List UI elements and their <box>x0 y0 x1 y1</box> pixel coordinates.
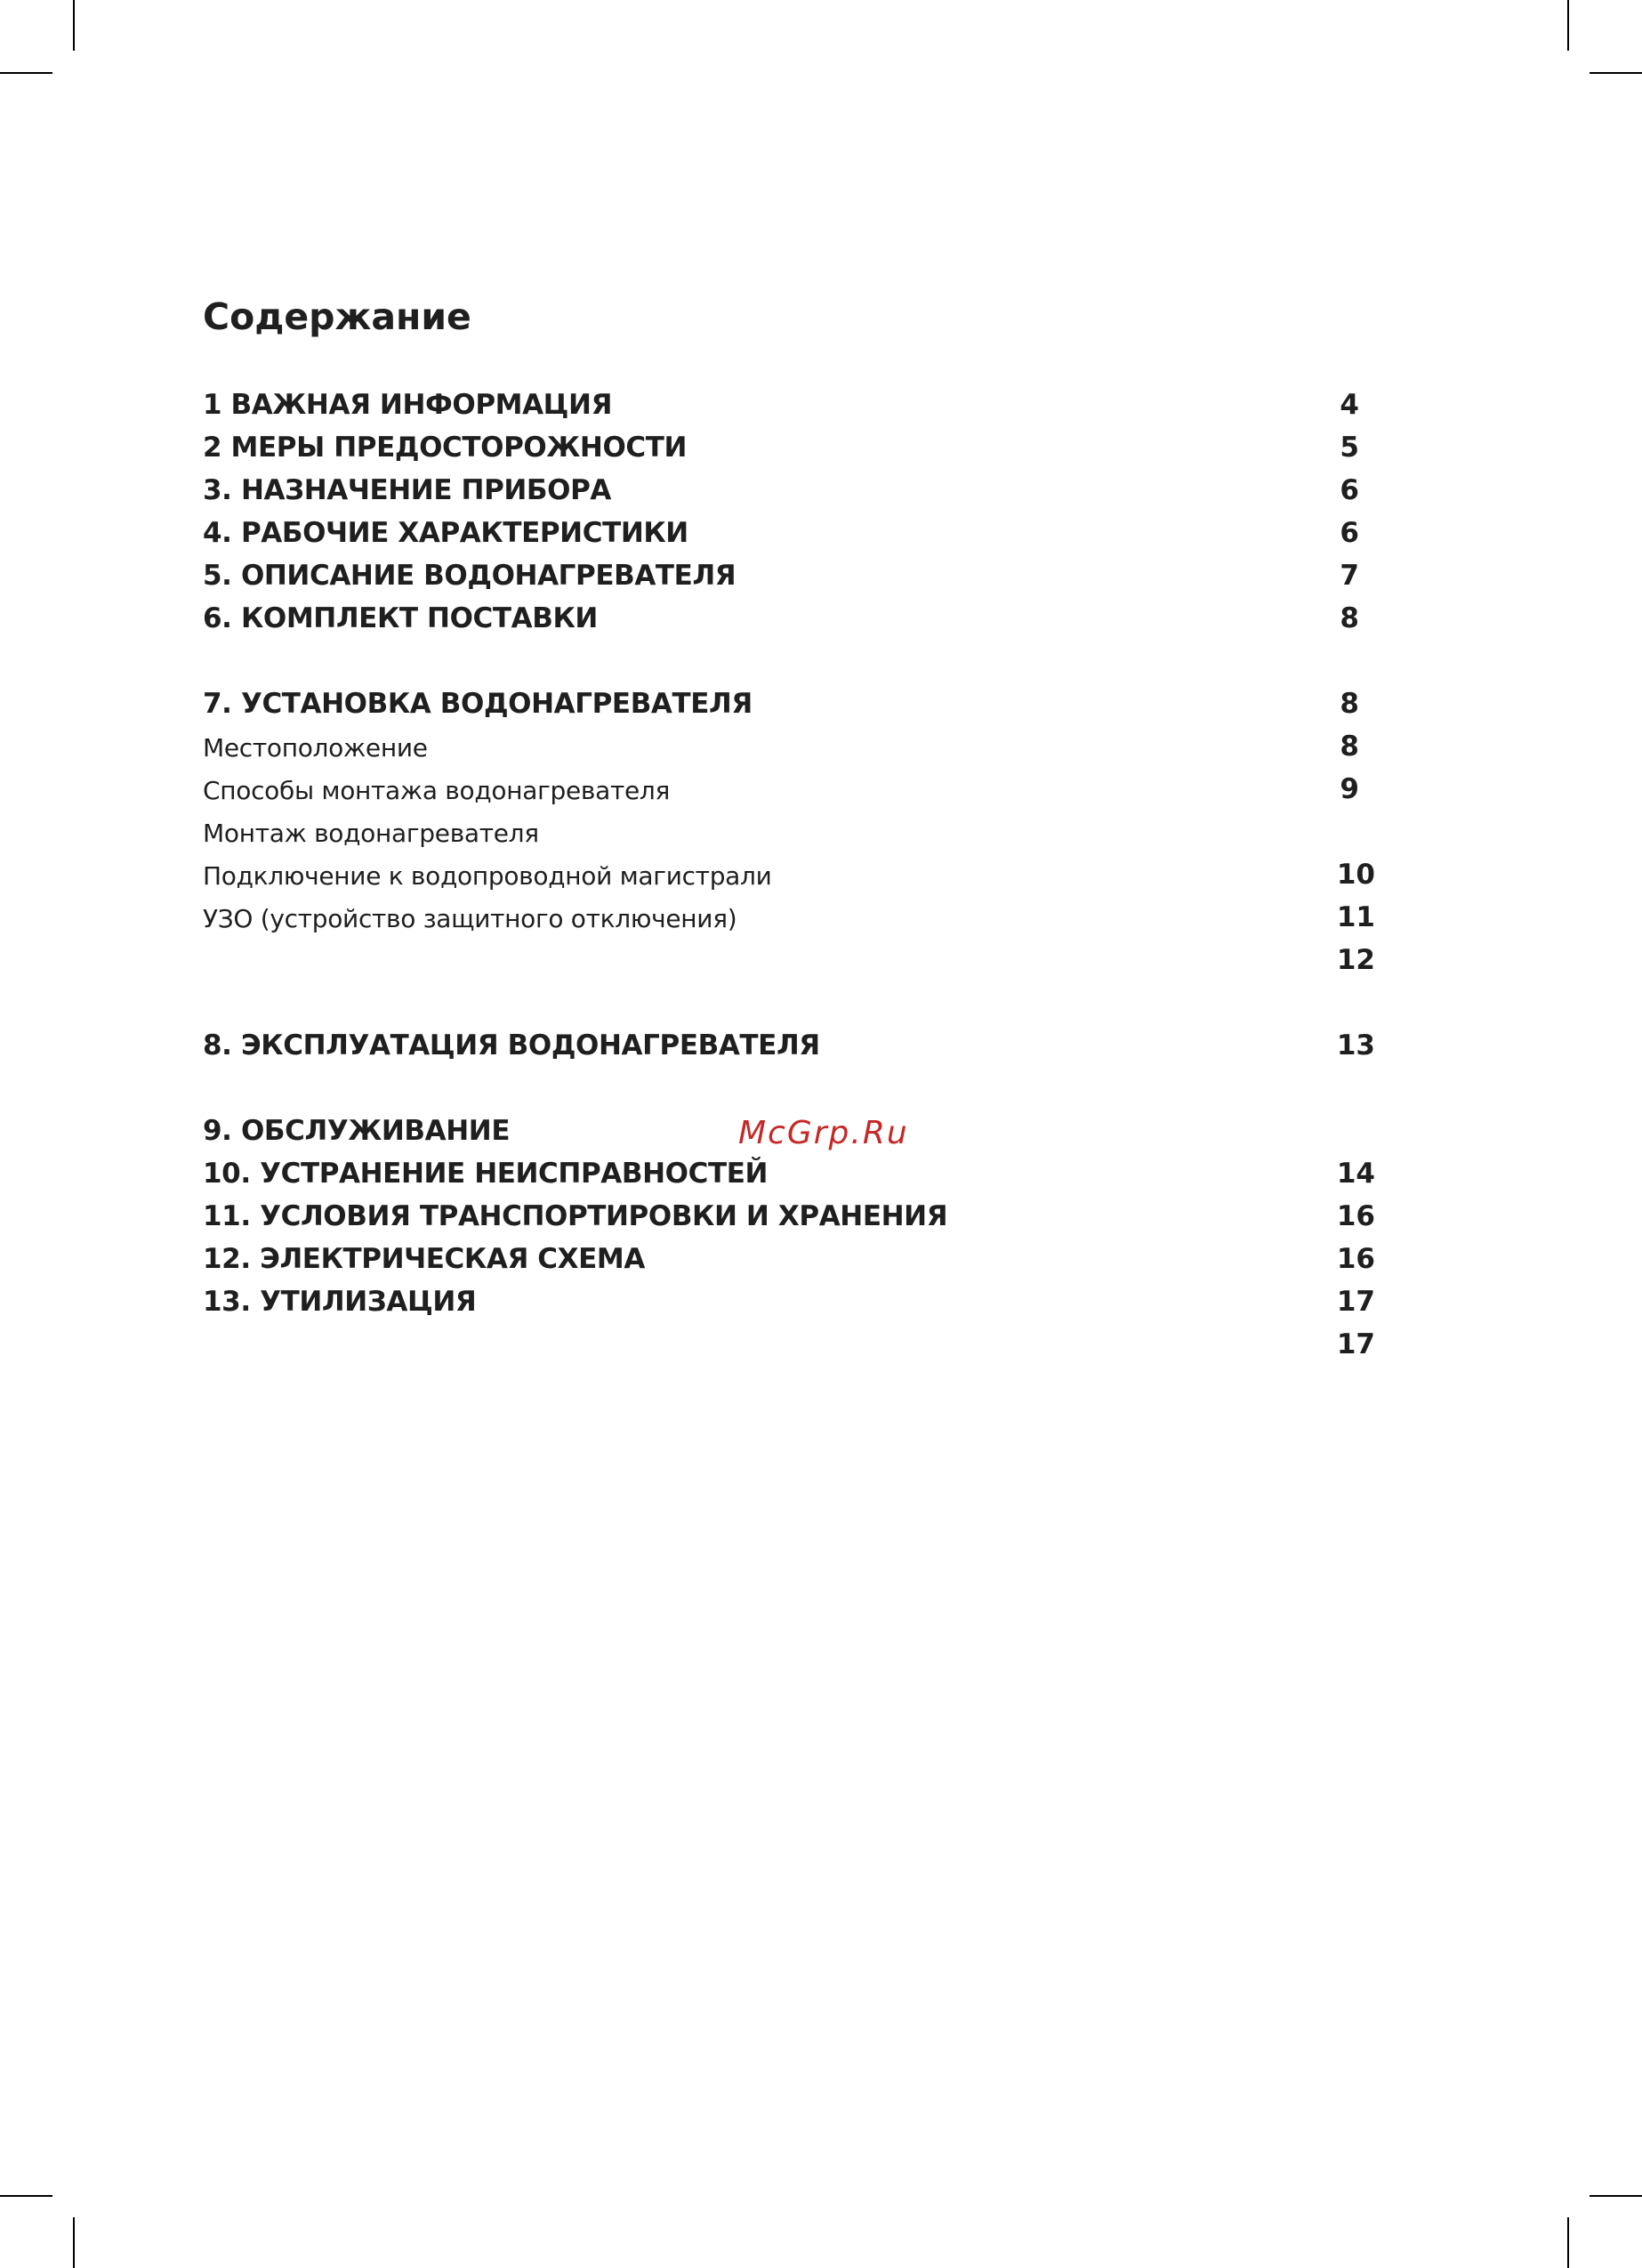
crop-mark <box>1590 2195 1642 2197</box>
page-number: 7 <box>1340 560 1359 592</box>
toc-subsection-mounting: Монтаж водонагревателя <box>203 819 539 848</box>
page-number: 10 <box>1336 859 1375 891</box>
page-number: 17 <box>1336 1286 1375 1318</box>
toc-section-6: 6. КОМПЛЕКТ ПОСТАВКИ <box>203 602 598 634</box>
crop-mark <box>73 0 75 51</box>
toc-subsection-location: Местоположение <box>203 733 428 763</box>
page-number: 8 <box>1340 730 1359 763</box>
crop-mark <box>0 2195 52 2197</box>
page-number: 17 <box>1336 1328 1375 1360</box>
page-number: 16 <box>1336 1200 1375 1232</box>
toc-section-2: 2 МЕРЫ ПРЕДОСТОРОЖНОСТИ <box>203 432 688 464</box>
page-number: 11 <box>1336 901 1375 933</box>
toc-section-13: 13. УТИЛИЗАЦИЯ <box>203 1286 477 1318</box>
toc-section-10: 10. УСТРАНЕНИЕ НЕИСПРАВНОСТЕЙ <box>203 1158 769 1190</box>
crop-mark <box>1567 2217 1569 2268</box>
toc-section-8: 8. ЭКСПЛУАТАЦИЯ ВОДОНАГРЕВАТЕЛЯ <box>203 1029 820 1061</box>
toc-section-5: 5. ОПИСАНИЕ ВОДОНАГРЕВАТЕЛЯ <box>203 560 736 592</box>
page-title: Содержание <box>203 295 471 338</box>
page-number: 8 <box>1340 602 1359 634</box>
page-number: 4 <box>1340 389 1359 421</box>
toc-section-12: 12. ЭЛЕКТРИЧЕСКАЯ СХЕМА <box>203 1243 645 1275</box>
toc-section-4: 4. РАБОЧИЕ ХАРАКТЕРИСТИКИ <box>203 517 688 549</box>
toc-subsection-mounting-methods: Способы монтажа водонагревателя <box>203 776 671 805</box>
toc-section-1: 1 ВАЖНАЯ ИНФОРМАЦИЯ <box>203 389 613 421</box>
toc-section-7: 7. УСТАНОВКА ВОДОНАГРЕВАТЕЛЯ <box>203 688 753 720</box>
toc-section-9: 9. ОБСЛУЖИВАНИЕ <box>203 1115 511 1147</box>
toc-section-11: 11. УСЛОВИЯ ТРАНСПОРТИРОВКИ И ХРАНЕНИЯ <box>203 1200 948 1232</box>
page-number: 14 <box>1336 1158 1375 1190</box>
crop-mark <box>1567 0 1569 51</box>
page-number: 13 <box>1336 1029 1375 1061</box>
page-number: 12 <box>1336 944 1375 976</box>
toc-subsection-water-connection: Подключение к водопроводной магистрали <box>203 861 772 891</box>
page-number: 8 <box>1340 688 1359 720</box>
toc-subsection-rcd: УЗО (устройство защитного отключения) <box>203 904 737 933</box>
page-number: 5 <box>1340 432 1359 464</box>
page-number: 6 <box>1340 517 1359 549</box>
watermark-text: McGrp.Ru <box>738 1115 909 1151</box>
crop-mark <box>1590 72 1642 74</box>
page-number: 16 <box>1336 1243 1375 1275</box>
page-number: 9 <box>1340 773 1359 805</box>
crop-mark <box>73 2217 75 2268</box>
page-number: 6 <box>1340 474 1359 506</box>
toc-section-3: 3. НАЗНАЧЕНИЕ ПРИБОРА <box>203 474 612 506</box>
crop-mark <box>0 72 52 74</box>
